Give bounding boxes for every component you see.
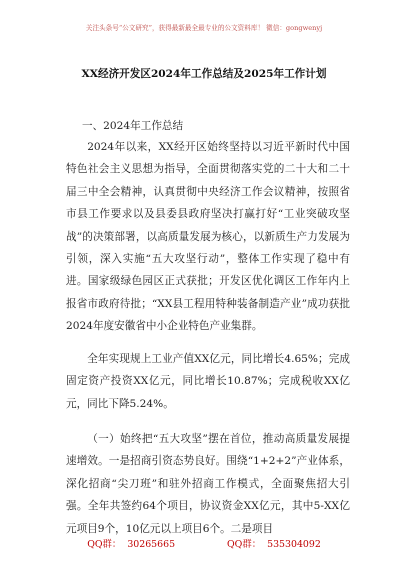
document-title: XX经济开发区2024年工作总结及2025年工作计划: [81, 68, 327, 80]
qq-group-footer: [0, 536, 408, 550]
section-heading: 一、2024年工作总结: [82, 120, 184, 132]
promo-header: 关注头条号“公文研究”，获得最新最全最专业的公文资料库！ 微信：gongwenyj: [85, 24, 323, 32]
paragraph-text: 2024年以来，XX经开区始终坚持以习近平新时代中国特色社会主义思想为指导，全面贯彻落实党的二十大和二十届三中全会精神，认真贯彻中央经济工作会议精神，按照省市县工作要求以及县委县政府坚决打赢打好“工业突破攻坚战”的决策部署，以高质量发展为核心，以新质生产力发展为引领，深入实施“五大攻坚行动”，整体工作实现了稳中有进。国家级绿色园区正式获批；开发区优化调区工作年内上报省市政府待批；“XX县工程用特种装备制造产业”成功获批2024年度安徽省中小企业特色产业集群。: [66, 141, 350, 333]
qq-group-label: QQ群：: [87, 539, 122, 550]
paragraph-output-figures: [66, 348, 350, 415]
qq-group-number: 30265665: [127, 539, 176, 550]
paragraph-summary: [66, 136, 350, 338]
paragraph-text: 全年实现规上工业产值XX亿元，同比增长4.65%；完成固定资产投资XX亿元，同比增长10.87%；完成税收XX亿元，同比下降5.24%。: [66, 353, 350, 410]
qq-group-number: 535304092: [267, 539, 321, 550]
paragraph-text: （一）始终把“五大攻坚”摆在首位，推动高质量发展提速增效。一是招商引资态势良好。围绕“1+2+2”产业体系，深化招商“尖刀班”和驻外招商工作模式，全面聚焦招大引强。全年共签约64个项目，协议资金XX亿元，其中5-XX亿元项目9个，10亿元以上项目6个。二是项目: [66, 433, 350, 535]
paragraph-five-campaigns: [66, 428, 350, 540]
qq-group-label: QQ群：: [227, 539, 262, 550]
